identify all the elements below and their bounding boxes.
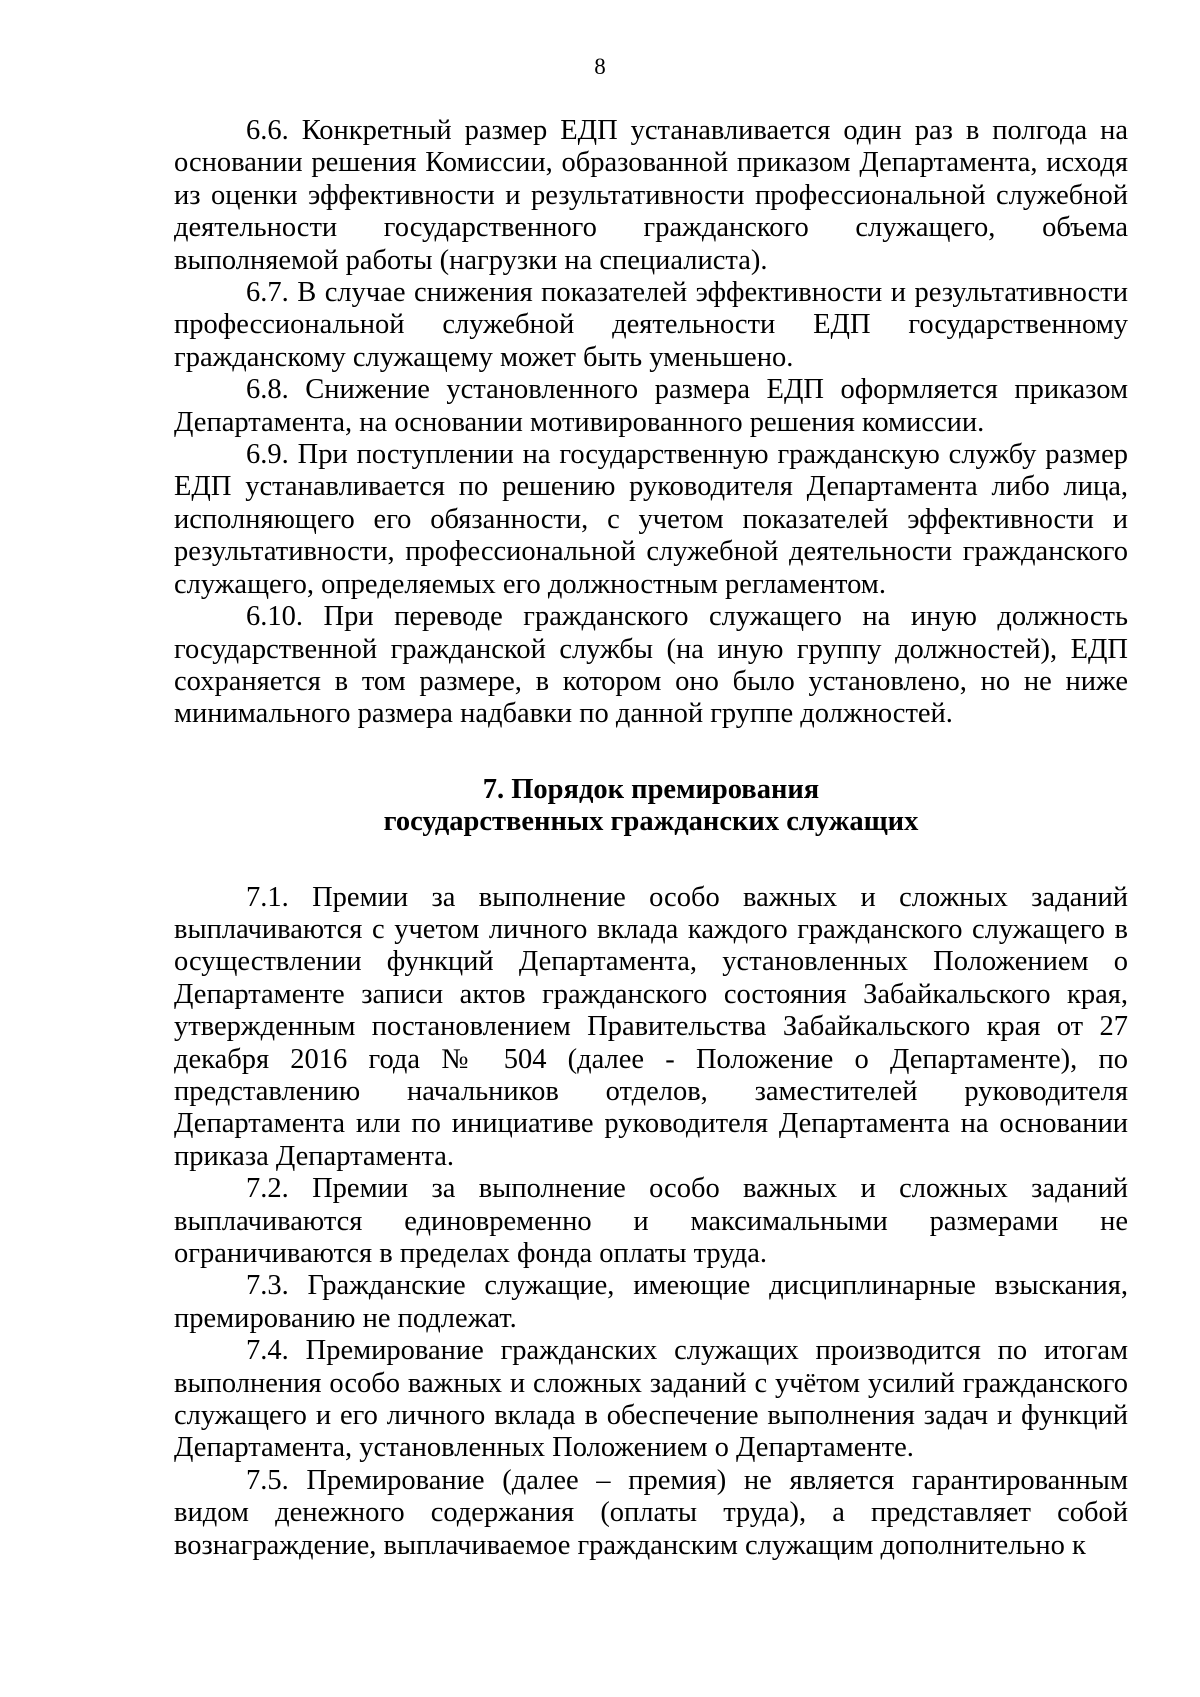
section-6: [174, 115, 1128, 731]
paragraph-6-6: 6.6. Конкретный размер ЕДП устанавливается один раз в полгода на основании решения Комиссии, образованной приказом Департамента, исходя из оценки эффективности и результативности профессиональной служебной деятельности государственного гражданского служащего, объема выполняемой работы (нагрузки на специалиста).: [174, 115, 1128, 276]
page-number: 8: [594, 54, 606, 79]
paragraph-7-3: 7.3. Гражданские служащие, имеющие дисциплинарные взыскания, премированию не подлежат.: [174, 1270, 1128, 1334]
paragraph-7-2: 7.2. Премии за выполнение особо важных и сложных заданий выплачиваются единовременно и максимальными размерами не ограничиваются в пределах фонда оплаты труда.: [174, 1173, 1128, 1269]
section-7-heading-line-2: государственных гражданских служащих: [383, 806, 919, 838]
paragraph-6-7: 6.7. В случае снижения показателей эффективности и результативности профессиональной служебной деятельности ЕДП государственному гражданскому служащему может быть уменьшено.: [174, 277, 1128, 373]
section-7-heading: [174, 774, 1128, 839]
paragraph-6-8: 6.8. Снижение установленного размера ЕДП оформляется приказом Департамента, на основании мотивированного решения комиссии.: [174, 374, 1128, 438]
paragraph-7-1: 7.1. Премии за выполнение особо важных и сложных заданий выплачиваются с учетом личного вклада каждого гражданского служащего в осуществлении функций Департамента, установленных Положением о Департаменте записи актов гражданского состояния Забайкальского края, утвержденным постановлением Правительства Забайкальского края от 27 декабря 2016 года № 504 (далее - Положение о Департаменте), по представлению начальников отделов, заместителей руководителя Департамента или по инициативе руководителя Департамента на основании приказа Департамента.: [174, 881, 1128, 1172]
section-7-heading-line-1: 7. Порядок премирования: [482, 773, 820, 805]
document-body: [174, 115, 1128, 1562]
paragraph-7-4: 7.4. Премирование гражданских служащих производится по итогам выполнения особо важных и сложных заданий с учётом усилий гражданского служащего и его личного вклада в обеспечение выполнения задач и функций Департамента, установленных Положением о Департаменте.: [174, 1335, 1128, 1464]
paragraph-7-5: 7.5. Премирование (далее – премия) не является гарантированным видом денежного содержания (оплаты труда), а представляет собой вознаграждение, выплачиваемое гражданским служащим дополнительно к: [174, 1464, 1128, 1561]
section-7: [174, 882, 1128, 1563]
paragraph-6-10: 6.10. При переводе гражданского служащего на иную должность государственной гражданской службы (на иную группу должностей), ЕДП сохраняется в том размере, в котором оно было установлено, но не ниже минимального размера надбавки по данной группе должностей.: [174, 601, 1128, 730]
paragraph-6-9: 6.9. При поступлении на государственную гражданскую службу размер ЕДП устанавливается по решению руководителя Департамента либо лица, исполняющего его обязанности, с учетом показателей эффективности и результативности, профессиональной служебной деятельности гражданского служащего, определяемых его должностным регламентом.: [174, 439, 1128, 600]
